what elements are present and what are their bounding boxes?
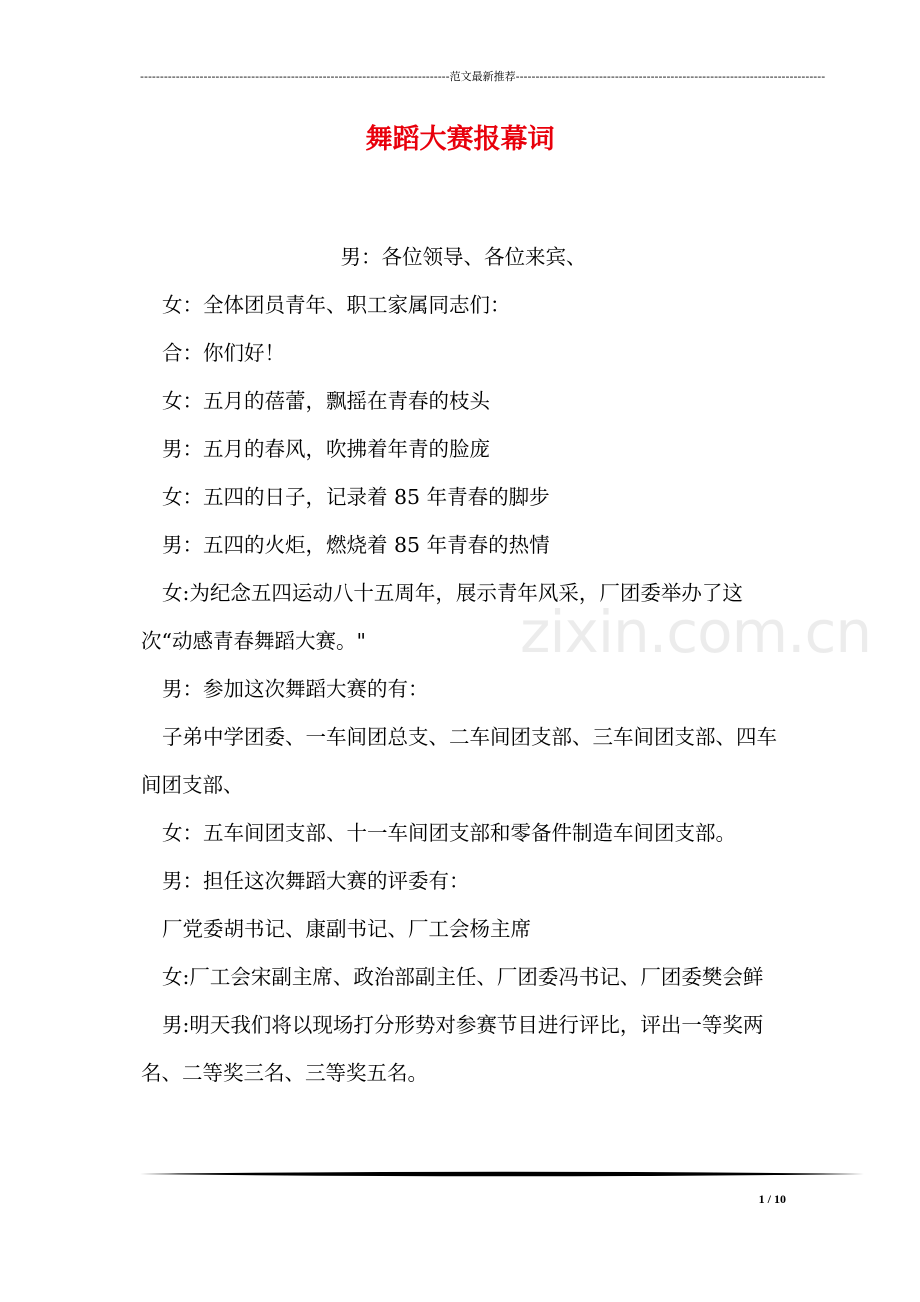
- line-1: 男：各位领导、各位来宾、: [340, 245, 587, 269]
- line-15: 男:明天我们将以现场打分形势对参赛节目进行评比，评出一等奖两名、二等奖三名、三等奖五名。: [141, 1013, 764, 1085]
- watermark: zixin.com.cn: [520, 598, 872, 666]
- line-13: 厂党委胡书记、康副书记、厂工会杨主席: [162, 917, 531, 941]
- footer-rule: [140, 1166, 864, 1182]
- document-body: [141, 233, 786, 1097]
- line-12: 男：担任这次舞蹈大赛的评委有：: [162, 869, 470, 893]
- header-label: 范文最新推荐: [449, 70, 516, 83]
- line-2: 女：全体团员青年、职工家属同志们：: [162, 293, 511, 317]
- page-number: 1 / 10: [758, 1192, 786, 1206]
- line-8: 女:为纪念五四运动八十五周年，展示青年风采，厂团委举办了这次“动感青春舞蹈大赛。": [141, 581, 743, 653]
- line-4: 女：五月的蓓蕾，飘摇在青春的枝头: [162, 389, 490, 413]
- line-3: 合：你们好！: [162, 341, 285, 365]
- document-title: 舞蹈大赛报幕词: [365, 124, 555, 155]
- header-dashes-left: ------------------------------------------------------------------------------: [140, 70, 450, 83]
- line-14: 女:厂工会宋副主席、政治部副主任、厂团委冯书记、厂团委樊会鲜: [162, 965, 764, 989]
- line-9: 男：参加这次舞蹈大赛的有：: [162, 677, 429, 701]
- line-11: 女：五车间团支部、十一车间团支部和零备件制造车间团支部。: [162, 821, 736, 845]
- header-dashes-right: ------------------------------------------------------------------------------: [515, 70, 826, 83]
- line-10: 子弟中学团委、一车间团总支、二车间团支部、三车间团支部、四车间团支部、: [141, 725, 777, 797]
- page-header: [140, 66, 826, 88]
- line-6: 女：五四的日子，记录着 85 年青春的脚步: [162, 485, 550, 509]
- line-5: 男：五月的春风，吹拂着年青的脸庞: [162, 437, 490, 461]
- line-7: 男：五四的火炬，燃烧着 85 年青春的热情: [162, 533, 550, 557]
